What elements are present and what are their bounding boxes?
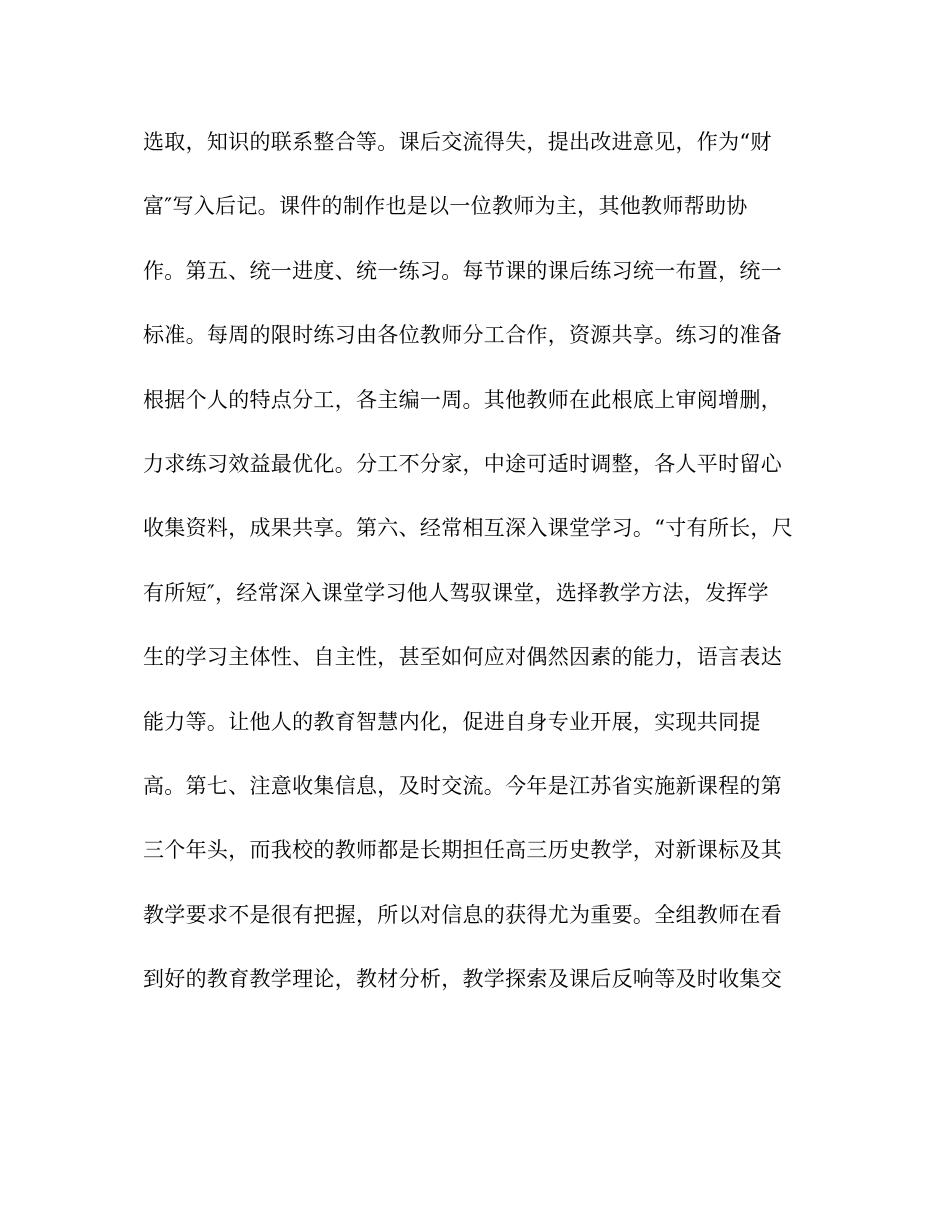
- text-line: 到好的教育教学理论，教材分析，教学探索及课后反响等及时收集交: [143, 967, 782, 992]
- text-line: 作。第五、统一进度、统一练习。每节课的课后练习统一布置，统一: [143, 258, 782, 283]
- text-line: 高。第七、注意收集信息，及时交流。今年是江苏省实施新课程的第: [143, 773, 782, 798]
- text-line: 标准。每周的限时练习由各位教师分工合作，资源共享。练习的准备: [143, 323, 782, 348]
- text-line: 能力等。让他人的教育智慧内化，促进自身专业开展，实现共同提: [143, 709, 761, 734]
- text-line: 教学要求不是很有把握，所以对信息的获得尤为重要。全组教师在看: [143, 902, 782, 927]
- text-line: 力求练习效益最优化。分工不分家，中途可适时调整，各人平时留心: [143, 451, 782, 476]
- text-line: 富″写入后记。课件的制作也是以一位教师为主，其他教师帮助协: [143, 194, 748, 219]
- text-line: 生的学习主体性、自主性，甚至如何应对偶然因素的能力，语言表达: [143, 645, 782, 670]
- text-line: 三个年头，而我校的教师都是长期担任高三历史教学，对新课标及其: [143, 838, 782, 863]
- body-text: [143, 122, 823, 1023]
- text-line: 收集资料，成果共享。第六、经常相互深入课堂学习。“寸有所长，尺: [143, 516, 794, 541]
- text-line: 有所短″，经常深入课堂学习他人驾驭课堂，选择教学方法，发挥学: [143, 580, 769, 605]
- text-line: 选取，知识的联系整合等。课后交流得失，提出改进意见，作为“财: [143, 130, 772, 154]
- text-line: 根据个人的特点分工，各主编一周。其他教师在此根底上审阅增删，: [143, 387, 782, 412]
